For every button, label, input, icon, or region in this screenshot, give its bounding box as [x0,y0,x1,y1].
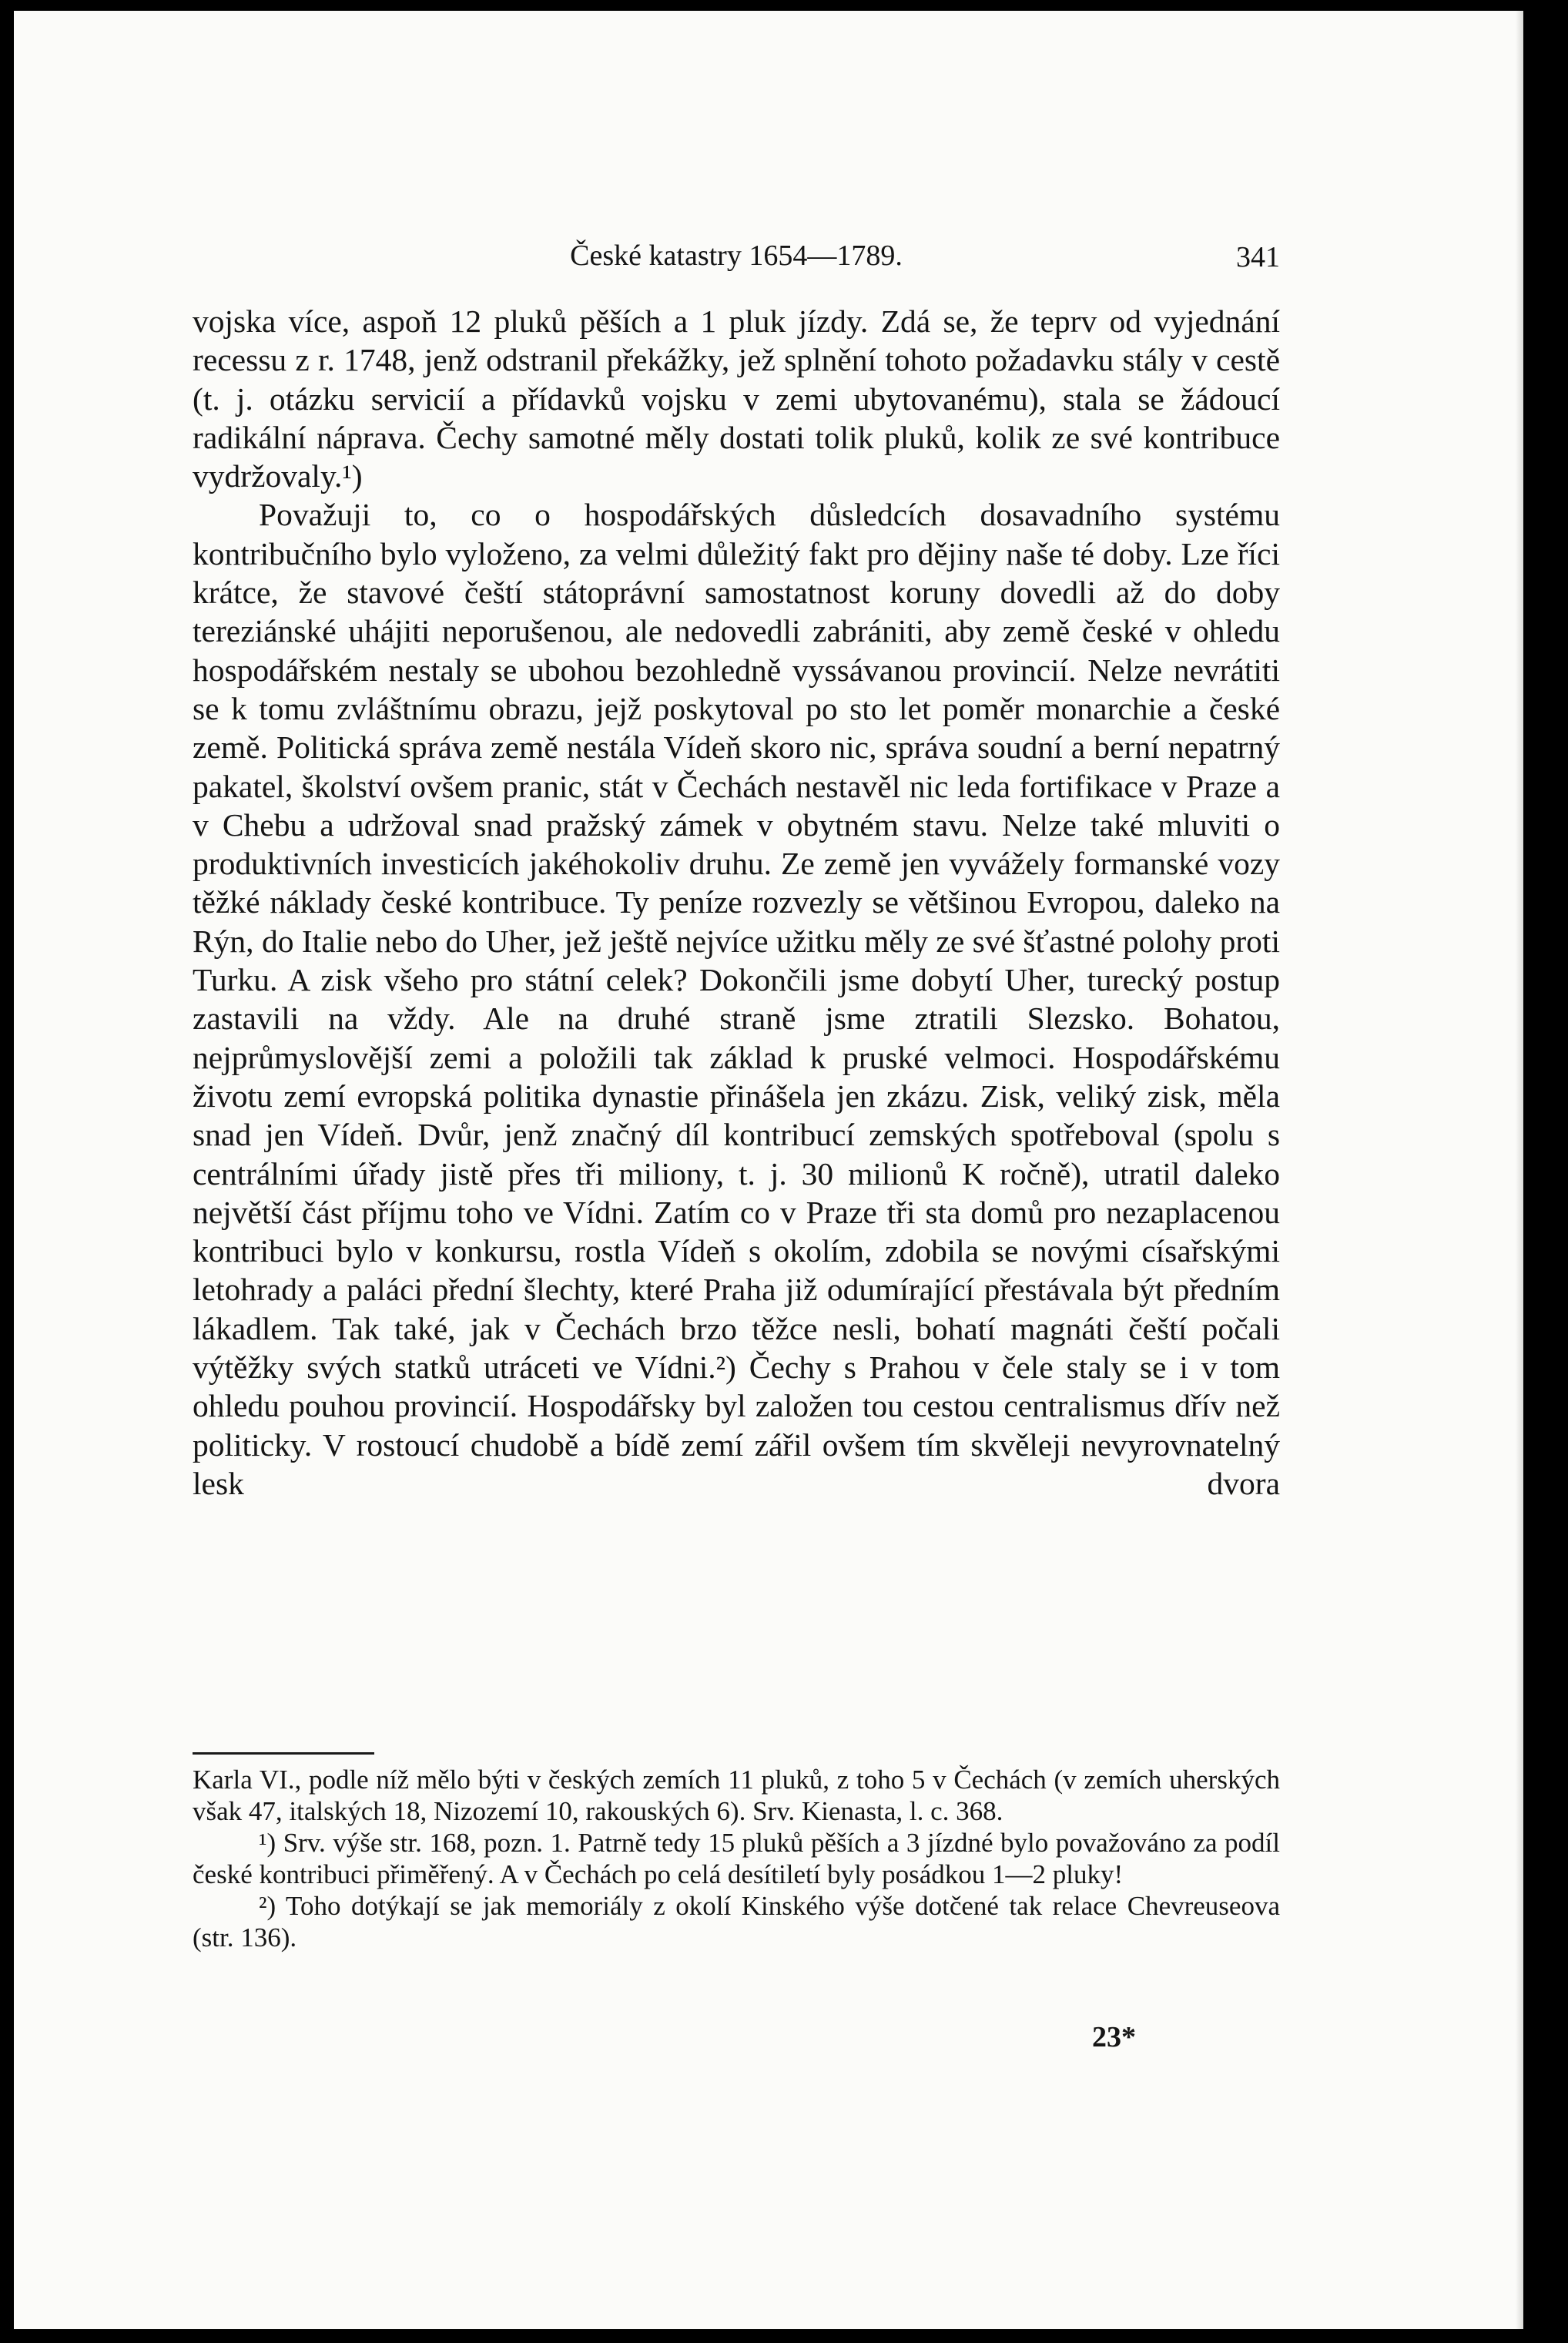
footnote-2: ²) Toho dotýkají se jak memoriály z okolí Kinského výše dotčené tak relace Chevreuseova (str. 136). [193,1891,1280,1953]
footnote-continuation: Karla VI., podle níž mělo býti v českých zemích 11 pluků, z toho 5 v Čechách (v zemích uherských však 47, italských 18, Nizozemí 10, rakouských 6). Srv. Kienasta, l. c. 368. [193,1765,1280,1826]
paragraph-1: vojska více, aspoň 12 pluků pěších a 1 pluk jízdy. Zdá se, že teprv od vyjednání recessu z r. 1748, jenž odstranil překážky, jež splnění tohoto požadavku stály v cestě (t. j. otázku servicií a přídavků vojsku v zemi ubytovanému), stala se žádoucí radikální náprava. Čechy samotné měly dostati tolik pluků, kolik ze své kontribuce vydržovaly.¹) [193,303,1280,494]
main-text [193,302,1280,1503]
paragraph-2: Považuji to, co o hospodářských důsledcích dosavadního systému kontribučního bylo vyloženo, za velmi důležitý fakt pro dějiny naše té doby. Lze říci krátce, že stavové čeští státoprávní samostatnost koruny dovedli až do doby tereziánské uhájiti neporušenou, ale nedovedli zabrániti, aby země české v ohledu hospodářském nestaly se ubohou bezohledně vyssávanou provincií. Nelze nevrátiti se k tomu zvláštnímu obrazu, jejž poskytoval po sto let poměr monarchie a české země. Politická správa země nestála Vídeň skoro nic, správa soudní a berní nepatrný pakatel, školství ovšem pranic, stát v Čechách nestavěl nic leda fortifikace v Praze a v Chebu a udržoval snad pražský zámek v obytném stavu. Nelze také mluviti o produktivních investicích jakéhokoliv druhu. Ze země jen vyvážely formanské vozy těžké náklady české kontribuce. Ty peníze rozvezly se většinou Evropou, daleko na Rýn, do Italie nebo do Uher, jež ještě nejvíce užitku měly ze své šťastné polohy proti Turku. A zisk všeho pro státní celek? Dokončili jsme dobytí Uher, turecký postup zastavili na vždy. Ale na druhé straně jsme ztratili Slezsko. Bohatou, nejprůmyslovější zemi a položili tak základ k pruské velmoci. Hospodářskému životu zemí evropská politika dynastie přinášela jen zkázu. Zisk, veliký zisk, měla snad jen Vídeň. Dvůr, jenž značný díl kontribucí zemských spotřeboval (spolu s centrálními úřady jistě přes tři miliony, t. j. 30 milionů K ročně), utratil daleko největší část příjmu toho ve Vídni. Zatím co v Praze tři sta domů pro nezaplacenou kontribuci bylo v konkursu, rostla Vídeň s okolím, zdobila se novými císařskými letohrady a paláci přední šlechty, které Praha již odumírající přestávala být předním lákadlem. Tak také, jak v Čechách brzo těžce nesli, bohatí magnáti čeští počali výtěžky svých statků utráceti ve Vídni.²) Čechy s Prahou v čele staly se i v tom ohledu pouhou provincií. Hospodářsky byl založen tou cestou centralismus dřív než politicky. V rostoucí chudobě a bídě zemí zářil ovšem tím skvěleji nevyrovnatelný lesk dvora [193,497,1280,1501]
running-head [193,231,1280,277]
signature-mark: 23* [1092,2021,1136,2053]
page-number: 341 [1236,241,1280,273]
footnote-rule [193,1752,374,1755]
footnotes [193,1764,1280,1953]
page-edge-shadow [1516,11,1523,2329]
running-title: České katastry 1654—1789. [570,240,903,272]
footnote-1: ¹) Srv. výše str. 168, pozn. 1. Patrně tedy 15 pluků pěších a 3 jízdné bylo považováno za podíl české kontribuci přiměřený. A v Čechách po celá desítiletí byly posádkou 1—2 pluky! [193,1828,1280,1889]
